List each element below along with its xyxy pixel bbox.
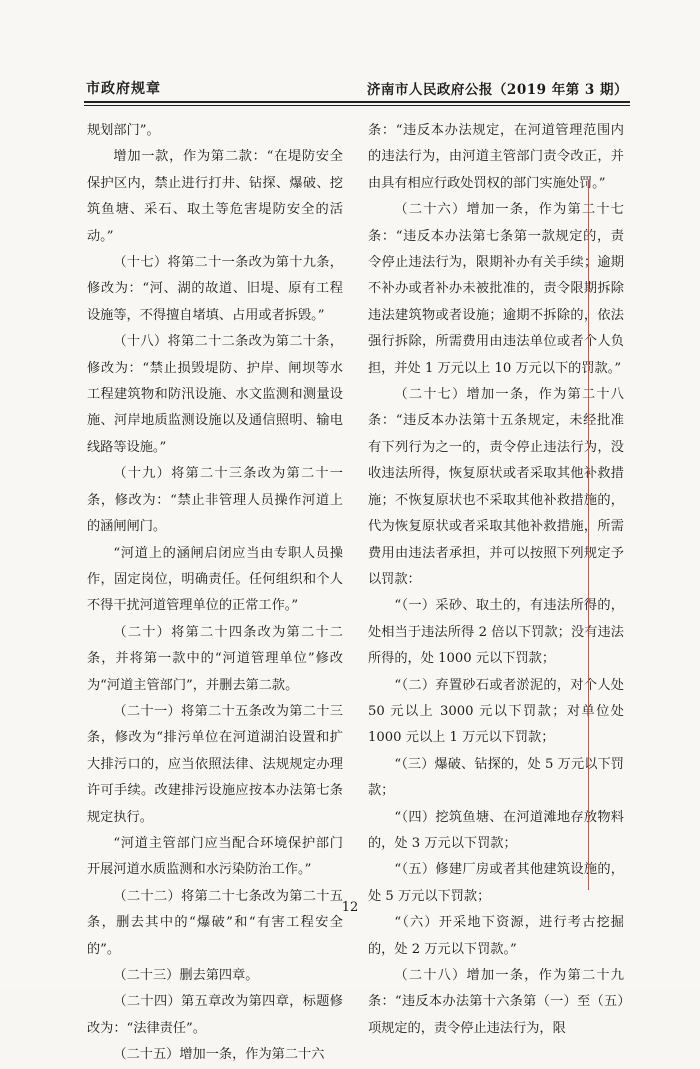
paragraph: “（四）挖筑鱼塘、在河道滩地存放物料的，处 3 万元以下罚款； [368, 809, 624, 851]
paragraph: “河道主管部门应当配合环境保护部门开展河道水质监测和水污染防治工作。” [87, 835, 343, 878]
paragraph: （二十五）增加一条，作为第二十六 [113, 1047, 325, 1063]
paragraph: （十七）将第二十一条改为第十九条，修改为：“河、湖的故道、旧堤、原有工程设施等，不得擅自堵填、占用或者拆毁。” [87, 255, 343, 323]
paragraph: 规划部门”。 [87, 123, 160, 138]
paragraph: （十九）将第二十三条改为第二十一条，修改为：“禁止非管理人员操作河道上的涵闸闸门。 [87, 466, 343, 535]
paragraph: （二十六）增加一条，作为第二十七条：“违反本办法第七条第一款规定的，责令停止违法行为，限期补办有关手续；逾期不补办或者补办未被批准的，责令限期拆除违法建筑物或者设施；逾期不拆除的，依法强行拆除，所需费用由违法单位或者个人负担，并处 1 万元以上 10 万元以下的罚款。” [368, 202, 624, 376]
paragraph: 增加一款，作为第二款：“在堤防安全保护区内，禁止进行打井、钻探、爆破、挖筑鱼塘、采石、取土等危害堤防安全的活动。” [87, 149, 343, 244]
paragraph: （十八）将第二十二条改为第二十条，修改为：“禁止损毁堤防、护岸、闸坝等水工程建筑物和防汛设施、水文监测和测量设施、河岸地质监测设施以及通信照明、输电线路等设施。” [87, 334, 343, 455]
paragraph: “（二）弃置砂石或者淤泥的，对个人处 50 元以上 3000 元以下罚款；对单位处 1000 元以上 1 万元以下罚款； [368, 677, 624, 746]
page-header [86, 78, 628, 102]
paragraph: 条：“违反本办法规定，在河道管理范围内的违法行为，由河道主管部门责令改正，并由具有相应行政处罚权的部门实施处罚。” [368, 123, 624, 191]
paragraph: （二十四）第五章改为第四章，标题修改为：“法律责任”。 [87, 994, 343, 1036]
paragraph: “（一）采砂、取土的，有违法所得的，处相当于违法所得 2 倍以下罚款；没有违法所得的，处 1000 元以下罚款； [368, 598, 624, 667]
paragraph: “河道上的涵闸启闭应当由专职人员操作，固定岗位，明确责任。任何组织和个人不得干扰河道管理单位的正常工作。” [87, 545, 343, 614]
header-rule-thin [84, 105, 630, 106]
page-number: 12 [341, 900, 359, 915]
paragraph: “（三）爆破、钻探的，处 5 万元以下罚款； [368, 756, 624, 799]
paragraph: （二十三）删去第四章。 [113, 968, 259, 983]
publication-title: 济南市人民政府公报（2019 年第 3 期） [366, 82, 628, 98]
paragraph: （二十七）增加一条，作为第二十八条：“违反本办法第十五条规定，未经批准有下列行为之一的，责令停止违法行为，没收违法所得，恢复原状或者采取其他补救措施；不恢复原状也不采取其他补救措施的，代为恢复原状或者采取其他补救措施，所需费用由违法者承担，并可以按照下列规定予以罚款： [368, 387, 624, 587]
paragraph: “（五）修建厂房或者其他建筑设施的，处 5 万元以下罚款； [368, 862, 624, 904]
left-column [87, 118, 343, 1069]
paragraph: （二十一）将第二十五条改为第二十三条，修改为“排污单位在河道湖泊设置和扩大排污口的，应当依照法律、法规规定办理许可手续。改建排污设施应按本办法第七条规定执行。 [87, 703, 343, 825]
section-title: 市政府规章 [86, 81, 161, 97]
paragraph: “（六）开采地下资源，进行考古挖掘的，处 2 万元以下罚款。” [368, 915, 624, 957]
paragraph: （二十二）将第二十七条改为第二十五条，删去其中的“爆破”和“有害工程安全的”。 [87, 888, 343, 957]
header-rule [84, 101, 630, 103]
paragraph: （二十八）增加一条，作为第二十九条：“违反本办法第十六条第（一）至（五）项规定的，责令停止违法行为，限 [368, 968, 624, 1036]
paragraph: （二十）将第二十四条改为第二十二条，并将第一款中的“河道管理单位”修改为“河道主管部门”，并删去第二款。 [87, 624, 343, 693]
margin-mark-line [588, 180, 589, 890]
